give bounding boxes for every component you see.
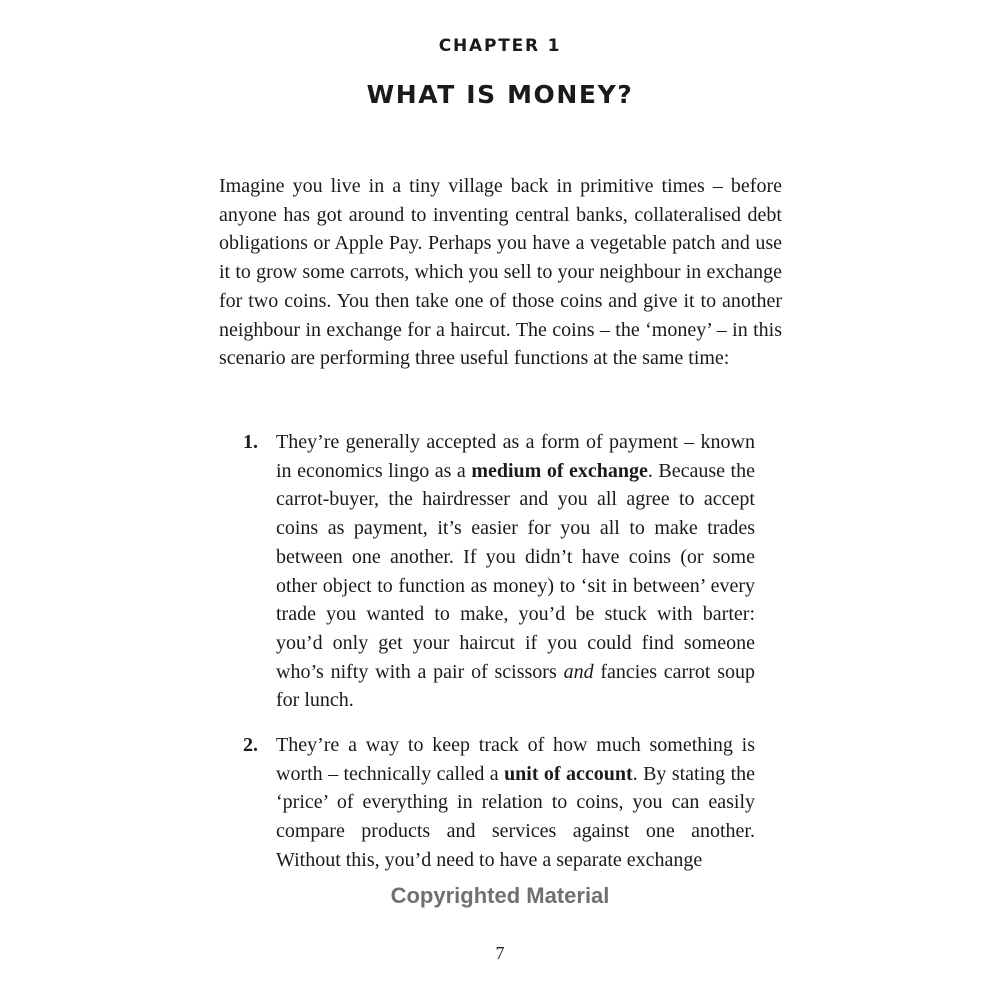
list-text-segment: . Because the carrot-buyer, the hairdresser and you all agree to accept coins as payment, it’s easier for you all to make trades between one another. If you didn’t have coins (or some other object to function as money) to ‘sit in between’ every trade you wanted to make, you’d be stuck with barter: you’d only get your haircut if you could find someone who’s nifty with a pair of scissors — [276, 459, 755, 683]
list-text-segment: fancies carrot soup for lunch. — [276, 660, 755, 712]
list-text-segment: They’re a way to keep track of how much something is worth – technically called a — [276, 734, 755, 785]
list-number: 2. — [243, 734, 258, 757]
chapter-title: WHAT IS MONEY? — [366, 80, 634, 109]
intro-paragraph: Imagine you live in a tiny village back in primitive times – before anyone has got around to inventing central banks, collateralised debt obligations or Apple Pay. Perhaps you have a vegetable patch and use it to grow some carrots, which you sell to your neighbour in exchange for two coins. You then take one of those coins and give it to another neighbour in exchange for a haircut. The coins – the ‘money’ – in this scenario are performing three useful functions at the same time: — [219, 175, 782, 370]
list-item-1 — [243, 428, 755, 715]
list-number: 1. — [243, 431, 258, 453]
functions-list — [243, 428, 755, 891]
list-item-text — [276, 428, 755, 715]
list-item-2 — [243, 731, 755, 875]
page-number: 7 — [495, 943, 505, 963]
emphasis-and: and — [563, 660, 594, 683]
chapter-label: CHAPTER 1 — [438, 36, 562, 56]
key-term-unit-of-account: unit of account — [504, 762, 633, 785]
list-text-segment: . By stating the ‘price’ of everything in relation to coins, you can easily compare products and services against one another. Without this, you’d need to have a separate exchange — [276, 762, 755, 871]
key-term-medium-of-exchange: medium of exchange — [471, 459, 648, 482]
list-item-text — [276, 731, 755, 875]
list-text-segment: They’re generally accepted as a form of payment – known in economics lingo as a — [276, 431, 755, 482]
copyright-watermark: Copyrighted Material — [390, 883, 610, 908]
